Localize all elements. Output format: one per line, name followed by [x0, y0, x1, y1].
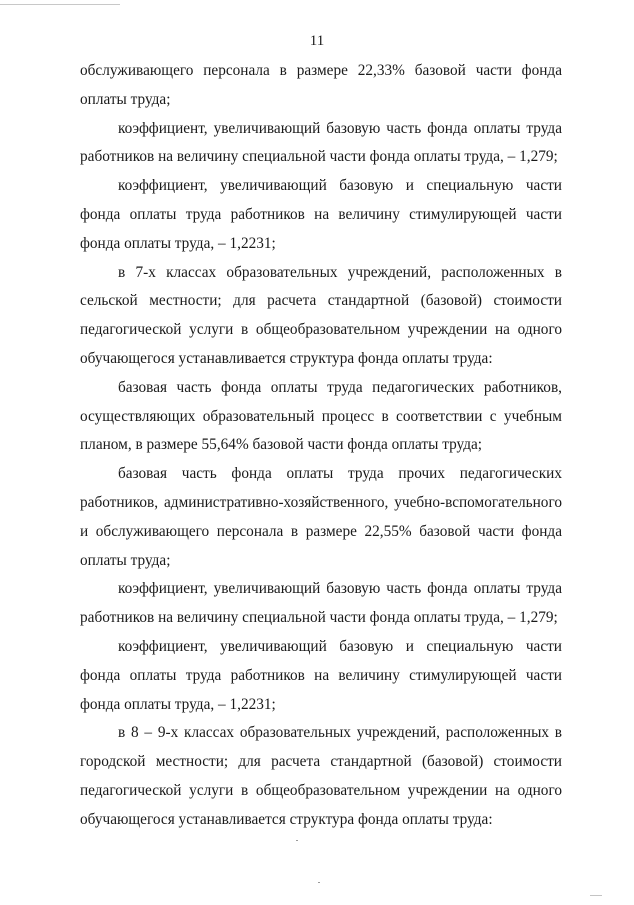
paragraph: обслуживающего персонала в размере 22,33% базовой части фонда оплаты труда; [80, 62, 562, 108]
page-number: 11 [309, 33, 325, 49]
paragraph: в 8 – 9-х классах образовательных учреждений, расположенных в городской местности; для расчета стандартной (базовой) стоимости педагогической услуги в общеобразовательном учреждении на одного обучающегося устанавливается структура фонда оплаты труда: [80, 724, 562, 828]
document-body [80, 57, 562, 835]
paragraph: в 7-х классах образовательных учреждений, расположенных в сельской местности; для расчета стандартной (базовой) стоимости педагогической услуги в общеобразовательном учреждении на одного обучающегося устанавливается структура фонда оплаты труда: [80, 263, 562, 367]
paragraph: базовая часть фонда оплаты труда педагогических работников, осуществляющих образовательный процесс в соответствии с учебным планом, в размере 55,64% базовой части фонда оплаты труда; [80, 378, 562, 454]
scan-speck [318, 882, 320, 883]
paragraph: базовая часть фонда оплаты труда прочих педагогических работников, административно-хозяйственного, учебно-вспомогательного и обслуживающего персонала в размере 22,55% базовой части фонда оплаты труда; [80, 465, 562, 569]
scan-edge-line [0, 4, 120, 5]
scan-speck [296, 840, 298, 841]
scan-speck [590, 895, 602, 896]
paragraph: коэффициент, увеличивающий базовую и специальную части фонда оплаты труда работников на величину стимулирующей части фонда оплаты труда, – 1,2231; [80, 637, 562, 713]
paragraph: коэффициент, увеличивающий базовую и специальную части фонда оплаты труда работников на величину стимулирующей части фонда оплаты труда, – 1,2231; [80, 177, 562, 252]
paragraph: коэффициент, увеличивающий базовую часть фонда оплаты труда работников на величину специальной части фонда оплаты труда, – 1,279; [80, 119, 562, 166]
paragraph: коэффициент, увеличивающий базовую часть фонда оплаты труда работников на величину специальной части фонда оплаты труда, – 1,279; [80, 580, 562, 627]
